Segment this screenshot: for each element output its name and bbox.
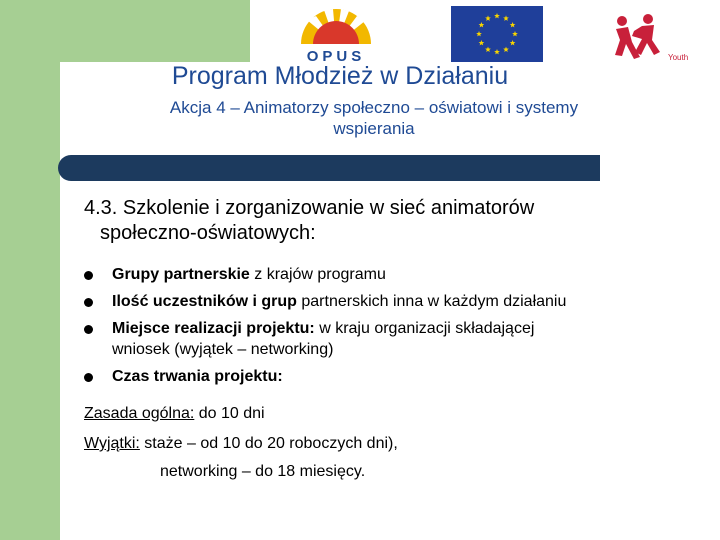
general-rule-label: Zasada ogólna: <box>84 405 195 422</box>
divider-bar <box>58 155 600 181</box>
list-item <box>84 264 704 285</box>
exceptions-label: Wyjątki: <box>84 435 140 452</box>
section-heading <box>84 196 684 246</box>
youth-logo-icon <box>608 12 690 64</box>
green-side-band <box>0 0 60 540</box>
bullet-bold-text: Czas trwania projektu: <box>112 368 283 385</box>
bullet-text: w kraju organizacji składającej <box>314 320 535 337</box>
slide-title: Program Młodzież w Działaniu <box>171 62 509 90</box>
opus-logo <box>283 4 389 64</box>
opus-logo-text: OPUS <box>306 48 366 64</box>
bullet-text: partnerskich inna w każdym działaniu <box>296 293 567 310</box>
list-item <box>84 366 704 387</box>
eu-flag-icon <box>451 6 543 62</box>
section-heading-line-1: 4.3. Szkolenie i zorganizowanie w sieć animatorów <box>84 197 535 219</box>
subtitle-line-2: wspierania <box>333 119 415 138</box>
bullet-icon <box>84 298 93 307</box>
bullet-icon <box>84 373 93 382</box>
bullet-list <box>84 264 704 392</box>
youth-logo-text: Youth <box>668 53 689 62</box>
bullet-icon <box>84 325 93 334</box>
exceptions-line <box>84 433 398 454</box>
bullet-icon <box>84 271 93 280</box>
list-item <box>84 291 704 312</box>
exceptions-line-2: networking – do 18 miesięcy. <box>160 463 366 480</box>
bullet-bold-text: Ilość uczestników i grup <box>112 293 297 310</box>
green-top-band <box>0 0 250 62</box>
bullet-continuation: wniosek (wyjątek – networking) <box>112 341 334 358</box>
slide-subtitle <box>88 97 660 139</box>
list-item <box>84 318 704 360</box>
general-rule-line <box>84 403 265 424</box>
bullet-text: z krajów programu <box>249 266 386 283</box>
exceptions-text: staże – od 10 do 20 roboczych dni), <box>139 435 398 452</box>
subtitle-line-1: Akcja 4 – Animatorzy społeczno – oświatowi i systemy <box>169 98 579 117</box>
bullet-bold-text: Miejsce realizacji projektu: <box>112 320 315 337</box>
general-rule-text: do 10 dni <box>194 405 265 422</box>
bullet-bold-text: Grupy partnerskie <box>112 266 250 283</box>
section-heading-line-2: społeczno-oświatowych: <box>100 222 316 244</box>
